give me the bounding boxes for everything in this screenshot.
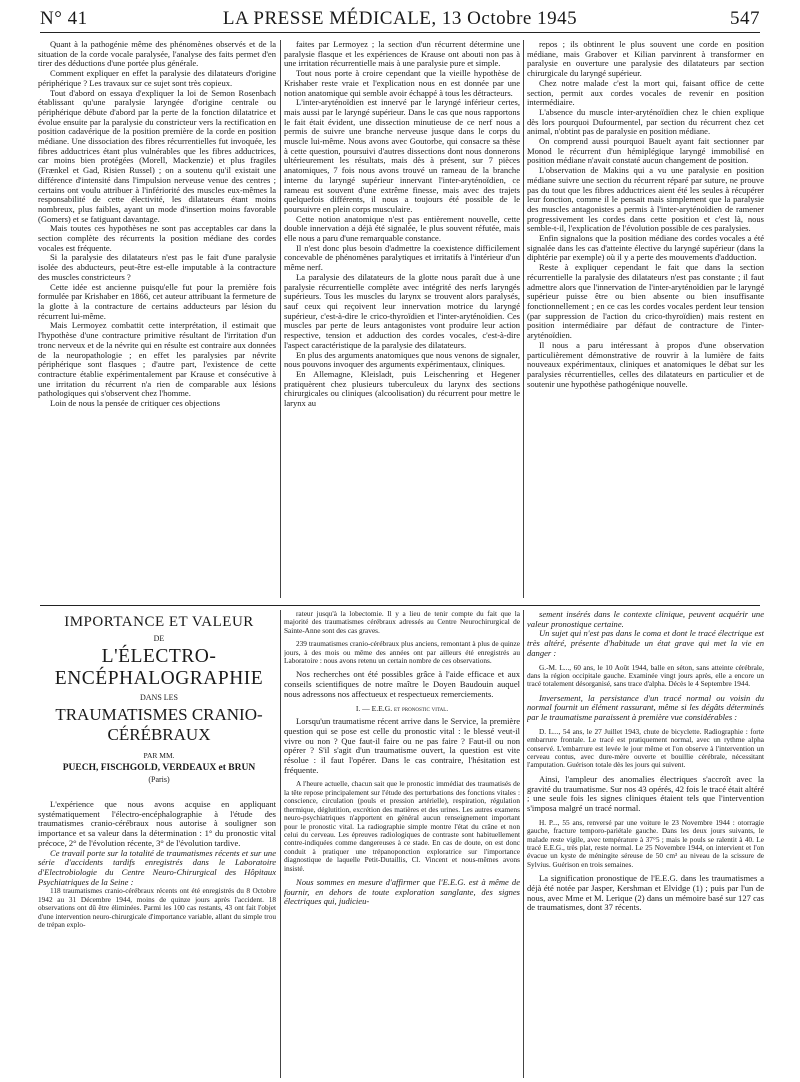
column-3 — [527, 40, 764, 600]
paragraph: H. P..., 55 ans, renversé par une voiture le 23 Novembre 1944 : otorragie gauche, fracture temporo-pariétale gauche. Dans les deux jours suivants, le malade reste vigile, avec température à 37°5 ; mais le pouls se ralentit à 40. Le tracé E.E.G., très plat, reste normal. Le 25 Novembre 1944, on intervient et l'on évacue un kyste de méningite séreuse de 50 cm³ au niveau de la scissure de Sylvius. Guérison en trois semaines. — [527, 817, 764, 869]
paragraph: Nous sommes en mesure d'affirmer que l'E.E.G. est à même de fournir, en dehors de toute exploration sanglante, des signes électriques qui, judicieu- — [284, 876, 520, 907]
column-2 — [284, 40, 520, 598]
paragraph: Cette notion anatomique n'est pas entièrement nouvelle, cette double innervation a déjà été signalée, le plus souvent réfutée, mais elle nous a paru d'une remarquable constance. — [284, 213, 520, 244]
paragraph: Un sujet qui n'est pas dans le coma et dont le tracé électrique est très altéré, présente d'habitude un état grave qui met la vie en danger : — [527, 628, 764, 658]
paragraph: A l'heure actuelle, chacun sait que le pronostic immédiat des traumatisés de la tête repose principalement sur l'étude des perturbations des fonctions vitales : conscience, circulation (pouls et pression artérielle), respiration, régulation thermique, déglutition, excrétion des matières et des urines. Les autres examens neuro-psychiatriques n'apportent en général aucun renseignement important pour le pronostic vital. La radiographie simple montre l'état du crâne et non celui du cerveau. Les épreuves radiologiques de contraste sont habituellement contre-indiquées comme dangereuses à ce stade. En cas de doute, on est donc conduit à pratiquer une trépanoponction exploratrice sur l'importance diagnostique de laquelle Petit-Dutaillis, Cl. Vincent et nous-mêmes avons insisté. — [284, 779, 520, 873]
title-line: DE — [153, 634, 165, 643]
paragraph: En plus des arguments anatomiques que nous venons de signaler, nous pouvons invoquer des arguments expérimentaux, cliniques. — [284, 349, 520, 370]
paragraph: Lorsqu'un traumatisme récent arrive dans le Service, la première question qui se pose est celle du pronostic vital : le blessé veut-il vivre ou non ? Que faut-il faire ou ne pas faire ? Faut-il ou non opérer ? S'il s'agit d'un traumatisme ouvert, la question est vite résolue : il faut l'opérer. Dans le cas contraire, l'hésitation est fréquente. — [284, 716, 520, 775]
paragraph: repos ; ils obtinrent le plus souvent une corde en position médiane, mais Grabover et Kilian parvinrent à transformer en paralysie en ouverture une paralysie des dilatateurs par section chirurgicale du laryngé supérieur. — [527, 40, 764, 79]
title-line: L'ÉLECTRO-ENCÉPHALOGRAPHIE — [54, 646, 264, 689]
title-line: IMPORTANCE ET VALEUR — [64, 614, 254, 630]
paragraph: Quant à la pathogénie même des phénomènes observés et de la situation de la corde vocale paralysée, l'analyse des faits permet d'en tirer des déductions d'une portée plus générale. — [38, 40, 276, 69]
paragraph: Inversement, la persistance d'un tracé normal ou voisin du normal fournit un élément rassurant, même si les dégâts déterminés par le traumatisme paraissent à première vue considérables : — [527, 692, 764, 723]
paragraph: Il n'est donc plus besoin d'admettre la coexistence difficilement concevable de phénomènes paralytiques et irritatifs à l'intérieur d'un même nerf. — [284, 242, 520, 273]
article-separator-rule — [40, 605, 760, 606]
paragraph: sement insérés dans le contexte clinique, peuvent acquérir une valeur pronostique certaine. — [527, 610, 764, 629]
paragraph: Reste à expliquer cependant le fait que dans la section récurrentielle la paralysie des dilatateurs n'est pas constante ; il faut admettre alors que l'innervation de l'inter-aryténoïdien par le laryngé supérieur puisse être ou bien absente ou bien insuffisante fonctionnellement ; en ce cas les cordes vocales perdent leur tension (par suppression de l'action du crico-thyroïdien) mais restent en position intermédiaire par défaut de contracture de l'inter-aryténoïdien. — [527, 262, 764, 341]
column-divider — [280, 40, 281, 598]
paragraph: On comprend aussi pourquoi Bauelt ayant fait sectionner par Monod le récurrent d'un hémiplégique laryngé immobilisé en position médiane n'avait constaté aucun changement de position. — [527, 136, 764, 166]
column-1 — [38, 40, 276, 598]
article-column-3 — [527, 610, 764, 1078]
paragraph: Si la paralysie des dilatateurs n'est pas le fait d'une paralysie isolée des abducteurs, peut-être est-elle imputable à la contracture des muscles constricteurs ? — [38, 252, 276, 282]
paragraph: Ainsi, l'ampleur des anomalies électriques s'accroît avec la gravité du traumatisme. Sur nos 43 opérés, 42 fois le tracé était altéré ; une seule fois les signes cliniques étaient tels que l'intervention s'imposa malgré un tracé normal. — [527, 773, 764, 813]
paragraph: L'observation de Makins qui a vu une paralysie en position médiane suivre une section du récurrent réparé par suture, ne prouve pas du tout que les fibres adductrices aient été les seules à récupérer leur fonction, comme il le pensait mais simplement que la paralysie des muscles antagonistes a permis à l'inter-aryténoïdien de ramener progressivement les cordes dans cette position et c'est là, nous semble-t-il, l'explication de l'évolution possible de ces paralysies. — [527, 165, 764, 234]
paragraph: faites par Lermoyez ; la section d'un récurrent détermine une paralysie flasque et les expériences de Krause ont abouti non pas à une irritation récurrentielle mais à une paralysie pure et simple. — [284, 40, 520, 69]
title-line: DANS LES — [139, 693, 178, 702]
paragraph: En Allemagne, Kleisladt, puis Leischenring et Hegener pratiquèrent chez plusieurs tuberculeux du larynx des sections chirurgicales ou cliniques (alcoolisation) du récurrent pour mettre le larynx au — [284, 368, 520, 409]
paragraph: 239 traumatismes cranio-cérébraux plus anciens, remontant à plus de quinze jours, à des mois ou même des années ont par ailleurs été enregistrés au Laboratoire : nous avons retenu un certain nombre de ces observations. — [284, 639, 520, 666]
author-city: (Paris) — [148, 775, 170, 784]
article-column-2 — [284, 610, 520, 1078]
paragraph: Mais Lermoyez combattit cette interprétation, il estimait que l'hypothèse d'une contracture primitive résultant de l'irritation d'un tronc nerveux et de la névrite qui en résulte est contraire aux données de la neuropathologie ; en effet les paralysies par névrite périphérique sont flasques ; d'autre part, l'existence de cette contracture établie expérimentalement par Krause et consécutive à une irritation du récurrent n'a rien de comparable aux lésions pathologiques qui s'observent chez l'homme. — [38, 320, 276, 399]
authors: PUECH, FISCHGOLD, VERDEAUX et BRUN — [62, 763, 256, 773]
paragraph: Chez notre malade c'est la mort qui, faisant office de cette section, permit aux cordes vocales de revenir en position intermédiaire. — [527, 77, 764, 108]
column-divider — [523, 40, 524, 598]
issue-number: N° 41 — [40, 8, 88, 29]
column-divider — [523, 610, 524, 1078]
paragraph: Il nous a paru intéressant à propos d'une observation particulièrement démonstrative de rouvrir à la lumière de faits nouveaux expérimentaux, cliniques et anatomiques le débat sur les paralysies récurrentielles, celles des dilatateurs en particulier et de soutenir une hypothèse pathogénique nouvelle. — [527, 339, 764, 389]
paragraph: Nos recherches ont été possibles grâce à l'aide efficace et aux conseils scientifiques de notre maître le Doyen Baudouin auquel nous adressons nos affectueux et respectueux remerciements. — [284, 669, 520, 699]
header-rule — [40, 32, 760, 33]
paragraph: La paralysie des dilatateurs de la glotte nous paraît due à une paralysie récurrentielle complète avec intégrité des nerfs laryngés supérieurs. Tous les muscles du larynx se trouvent alors paralysés, sauf ceux qui reçoivent leur innervation motrice du laryngé supérieur, c'est-à-dire le crico-thyroïdien et l'inter-aryténoïdien. Ces muscles par perte de leurs antagonistes vont produire leur action respective, tension et adduction des cordes vocales, c'est-à-dire l'aspect caractéristique de la paralysie des dilatateurs. — [284, 271, 520, 350]
paragraph: La signification pronostique de l'E.E.G. dans les traumatismes a déjà été notée par Jasper, Kershman et Elvidge (1) ; puis par l'un de nous, avec Mme et M. Lerique (2) dans un mémoire basé sur 127 cas de traumatismes, dont 37 récents. — [527, 873, 764, 913]
title-line: TRAUMATISMES CRANIO-CÉRÉBRAUX — [55, 705, 263, 744]
paragraph: Tout nous porte à croire cependant que la vieille hypothèse de Krishaber reste vraie et l'explication nous en est donnée par une notion anatomique qui semble avoir échappé à tous les détracteurs. — [284, 68, 520, 98]
paragraph: Loin de nous la pensée de critiquer ces objections — [50, 398, 220, 409]
journal-title: LA PRESSE MÉDICALE, 13 Octobre 1945 — [222, 8, 578, 29]
paragraph: Comment expliquer en effet la paralysie des dilatateurs d'origine périphérique ? Les travaux sur ce sujet sont très copieux. — [38, 68, 276, 88]
paragraph: L'absence du muscle inter-aryténoïdien chez le chien explique dès lors pourquoi Dufourmentel, par section du récurrent chez cet animal, n'obtint pas de paralysie en position médiane. — [527, 106, 764, 137]
paragraph: L'inter-aryténoïdien est innervé par le laryngé inférieur certes, mais aussi par le laryngé supérieur. Dans le cas que nous rapportons le fait était évident, une dissection minutieuse de ce nerf nous a permis de suivre une branche nerveuse jusque dans le corps du muscle lui-même. Nous avons avec Goutorbe, qui consacre sa thèse à cette question, poursuivi d'autres dissections dont nous donnerons ultérieurement les résultats, mais dès à présent, sur 7 pièces anatomiques, 7 fois nous avons trouvé un rameau de la branche interne du laryngé supérieur innervant l'inter-aryténoïdien, ce rameau est souvent d'une extrême finesse, mais avec des trajets quelquefois différents, il nous a toujours été possible de le poursuivre en plein corps musculaire. — [284, 97, 520, 214]
paragraph: Tout d'abord on essaya d'expliquer la loi de Semon Rosenbach établissant qu'une paralysie laryngée d'origine centrale ou périphérique débute d'abord par la perte de la fonction dilatatrice et évolue ensuite par la paralysie du constricteur vers la rectification en position cadavérique de la position première de la corde en position médiane. Une dissociation des fibres récurrentielles fut invoquée, les fibres adductrices étant plus vulnérables que les fibres adductrices, car moins bien protégées (Morell, Mackenzie) et plus fragiles (Frænkel et Gad, Risien Russel) ; on a soutenu qu'il existait une différence d'intensité dans l'impulsion nerveuse venue des centres ; certains ont voulu attribuer à l'infériorité des muscles eux-mêmes la responsabilité de cette électivité, les dilatateurs étant moins nombreux, plus faibles, ayant un mode d'insertion moins favorable (Gomers) et se fatiguant davantage. — [38, 87, 276, 224]
paragraph: 118 traumatismes cranio-cérébraux récents ont été enregistrés du 8 Octobre 1942 au 31 Décembre 1944, moins de quinze jours après l'accident. 18 observations ont dû être éliminées. Parmi les 100 cas restants, 43 ont fait l'objet d'une intervention neuro-chirurgicale d'importance variable, allant du simple trou de trépan explo- — [38, 886, 276, 929]
article-column-1 — [38, 800, 276, 1078]
paragraph: G.-M. L..., 60 ans, le 10 Août 1944, balle en séton, sans atteinte cérébrale, dans la région occipitale gauche. Examinée vingt jours après, elle a encore un tracé totalement désorganisé, sans trace d'alpha. Décès le 4 Septembre 1944. — [527, 662, 764, 689]
paragraph: D. L..., 54 ans, le 27 Juillet 1943, chute de bicyclette. Radiographie : forte embarrure frontale. Le tracé est pratiquement normal, avec un rythme alpha conservé. L'embarrure est levée le jour même et l'on observe à l'intervention un cerveau contus, avec dure-mère ouverte et bouillie cérébrale, nécessitant l'amputation. Guérison totale dès les jours qui suivent. — [527, 726, 764, 770]
page-header — [40, 8, 760, 32]
paragraph: rateur jusqu'à la lobectomie. Il y a lieu de tenir compte du fait que la majorité des traumatismes cérébraux adressés au Centre Neurochirurgical de Sainte-Anne sont des cas graves. — [284, 610, 520, 635]
column-divider — [280, 610, 281, 1078]
paragraph: Mais toutes ces hypothèses ne sont pas acceptables car dans la section complète des récurrents la position médiane des cordes vocales est fréquente. — [38, 223, 276, 253]
paragraph: Ce travail porte sur la totalité de traumatismes récents et sur une série d'accidents tardifs enregistrés dans le Laboratoire d'Electrobiologie du Centre Neuro-Chirurgical des Hôpitaux Psychiatriques de la Seine : — [38, 847, 276, 887]
paragraph: Cette idée est ancienne puisqu'elle fut pour la première fois formulée par Krishaber en 1866, cet auteur attribuant la fermeture de la glotte à la contracture de certains adducteurs par lésion du récurrent lui-même. — [38, 281, 276, 321]
section-heading: I. — E.E.G. et pronostic vital. — [355, 703, 449, 713]
article-title-block — [46, 612, 272, 784]
by-line: PAR MM. — [143, 751, 175, 760]
paragraph: L'expérience que nous avons acquise en appliquant systématiquement l'électro-encéphalographie à l'étude des traumatismes cranio-cérébraux nous autorise à souligner son importance et sa valeur dans la détermination : 1° du pronostic vital précoce, 2° de l'évolution récente, 3° de l'évolution tardive. — [38, 800, 276, 848]
page-number: 547 — [730, 8, 760, 29]
paragraph: Enfin signalons que la position médiane des cordes vocales a été signalée dans les cas d'atteinte élective du laryngé supérieur (dans la diphtérie par exemple) où il y a perte des mouvements d'adduction. — [527, 233, 764, 263]
